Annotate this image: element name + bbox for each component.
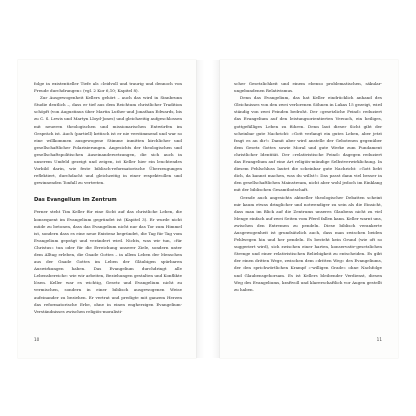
right-page: [220, 60, 398, 358]
paragraph: folge in existentieller Tiefe als »leidvoll und traurig und dennoch von Freude durchdrungen« (vgl. 2 Kor 6,10; Kapitel 8).: [34, 81, 182, 94]
paragraph: Zur Ausgewogenheit Kellers gehört – auch das wird in Sinnbrunn Studie deutlich –, dass er tief aus dem Reichtum christlicher Tradition schöpft (von Augustinus über Martin Luther und Jonathan Edwards, bis zu C. S. Lewis und Martyn Lloyd-Jones) und gleichzeitig aufgeschlossen mit neueren theologischen und missionarischen Entwürfen im Gespräch ist. Auch (partiell) kritisch ist er nie verstimmend und war so eine willkommen ausgewogene Stimme inmitten kirchlicher und gesellschaftlicher Polarisierungen. Angesichts der theologischen und gesellschaftspolitischen Auseinandersetzungen, die sich auch in unserem Umfeld gezeigt und zeigen, ist Keller hier ein leuchtendes Vorbild darin, wie feste biblisch-reformatorische Überzeugungen reflektiert, durchdacht und gleichzeitig in einer respektvollen und gewinnenden Tonfall zu vertreten.: [34, 95, 182, 186]
section-heading: Das Evangelium im Zentrum: [34, 197, 117, 204]
paragraph: scher Gesetzlichkeit und einem ebenso problematischen, säkular-ungebundenen Relativismus.: [234, 81, 382, 94]
paragraph: Denn das Evangelium, das hat Keller eindrücklich anhand des Gleichnisses von den zwei verlorenen Söhnen in Lukas 15 gezeigt, wird ständig von zwei Feinden bedroht. Der »gesetzliche Feind« reduziert das Evangelium auf den leistungsorientierten Versuch, ein heiliges, gottgefälliges Leben zu führen. Denn laut dieser Sicht gibt der scheinbar gute Nachricht: »Gott verlangt ein gutes Leben, aber jetzt fragt es an dir!« Damit aber wird anstelle der Gebotenen gegenüber dem Gesetz Gottes sowie Moral und gute Werke zum Fundament christlicher Identität. Der »relativistische Feind« dagegen reduziert das Evangelium auf eine Art religiös-mündige Selbstverwirklichung. In diesem Fehlschluss lautet die scheinbar gute Nachricht: »Gott liebt dich, da kannst machen, was du willst!« Das passt dann viel besser in den gesellschaftlichen Mainstream, nicht aber wohl jedoch im Einklang mit der biblischen Gesamtbotschaft.: [234, 95, 382, 193]
paragraph: Gerade auch angesichts aktueller theologischer Debatten scheint mir kaum etwas dringlicher und notwendiger zu sein als die Einsicht, dass man im Blick auf die Zentrums unseres Glaubens nicht zu viel Menge einfach auf zwei Seiten vom Pferd fallen kann. Keller warnt uns, zwischen den Extremen zu pendeln. Diese biblisch verankerte Ausgewogenheit ist grundsätzlich auch, dass man zwischen beiden Fehlwegen hin und her pendeln. Es besteht kein Grund (wie oft so suggeriert wird), sich zwischen einer harten, konservativ-gesetzlichen Strenge und einer relativistischen Beliebigkeit zu entscheiden. Es gibt der einen dritten Wege, zwischen dem »dritten Weg« des Evangeliums, der den sprichwörtlichen Krampf »-willigen Grade« ohne Nachfolge und Glaubensgehorsam. Es ist Kellers bleibender Verdienst, diesen Weg des Evangeliums, kraftvoll und klarerschaftlich vor Augen gestellt zu haben.: [234, 194, 382, 292]
left-page: [18, 60, 196, 358]
paragraph: Ferner steht Tim Keller für eine Sicht auf das christliche Leben, die konsequent im Evangelium gegründet ist (Kapitel 3). Er wurde nicht müde zu betonen, dass das Evangelium nicht nur das Tor zum Himmel ist, sondern dass es eine neue Existenz begründet, die Tag für Tag vom Evangelium geprägt und verändert wird. Nichts, was wir tun, »für Christus« tun oder für die Erreichung unserer Ziele, sondern unter dem Alltag erleben, die Gnade Gottes – in allem Leben der Menschen aus der Gnade Gottes im Leben der Gläubigen spürbaren Auswirkungen haben. Das Evangelium durchdringt alle Lebensbereiche: wie wir arbeiten, Beziehungen gestalten und Konflikte lösen. Keller war es wichtig, Gesetz und Evangelium nicht zu vermischen, sondern in einer biblisch ausgewogenen Weise aufeinander zu beziehen. Er vertrat und predigte mit ganzem Herzen das reformatorische Erbe, ohne in einen engherzigen Evangelium-Verständnisses zwischen religiös-moralisti-: [34, 209, 182, 314]
right-page-text: [234, 80, 382, 293]
page-number: 10: [34, 337, 40, 342]
left-page-text: [34, 80, 182, 315]
page-number: 11: [376, 337, 382, 342]
